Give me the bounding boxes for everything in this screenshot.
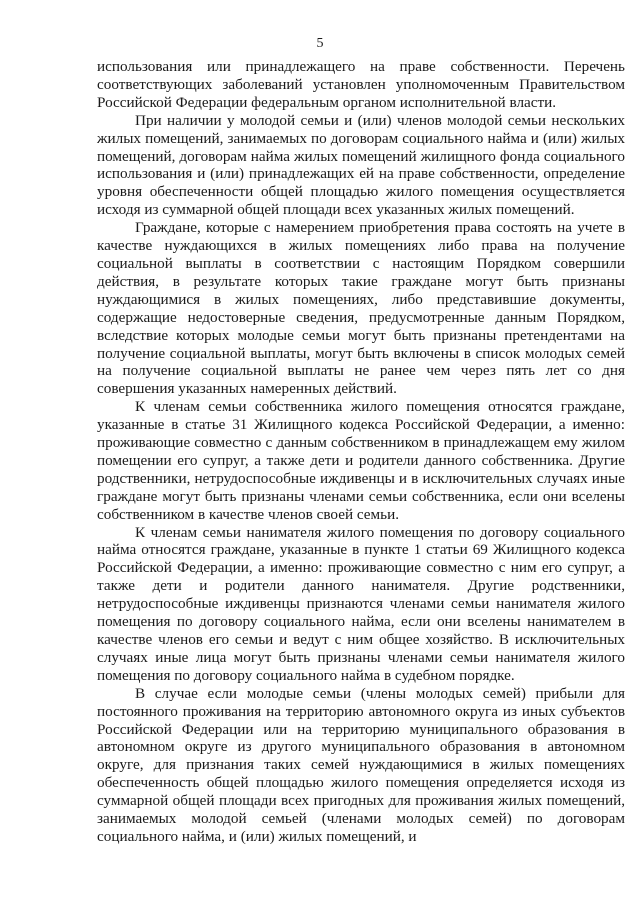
- paragraph-4: К членам семьи собственника жилого помещения относятся граждане, указанные в статье 31 Жилищного кодекса Российской Федерации, а именно: проживающие совместно с данным собственником в принадлежащем ему жилом помещении его супруг, а также дети и родители данного собственника. Другие родственники, нетрудоспособные иждивенцы и в исключительных случаях иные граждане могут быть признаны членами семьи собственника, если они вселены собственником в качестве членов своей семьи.: [97, 398, 625, 523]
- paragraph-3: Граждане, которые с намерением приобретения права состоять на учете в качестве нуждающихся в жилых помещениях либо права на получение социальной выплаты в соответствии с настоящим Порядком совершили действия, в результате которых такие граждане могут быть признаны нуждающимися в жилых помещениях, либо представившие документы, содержащие недостоверные сведения, предусмотренные данным Порядком, вследствие которых молодые семьи могут быть признаны претендентами на получение социальной выплаты, могут быть включены в список молодых семей на получение социальной выплаты не ранее чем через пять лет со дня совершения указанных намеренных действий.: [97, 219, 625, 398]
- paragraph-5: К членам семьи нанимателя жилого помещения по договору социального найма относятся граждане, указанные в пункте 1 статьи 69 Жилищного кодекса Российской Федерации, а именно: проживающие совместно с ним его супруг, а также дети и родители данного нанимателя. Другие родственники, нетрудоспособные иждивенцы признаются членами семьи нанимателя жилого помещения по договору социального найма, если они вселены нанимателем в качестве членов его семьи и ведут с ним общее хозяйство. В исключительных случаях иные лица могут быть признаны членами семьи нанимателя жилого помещения по договору социального найма в судебном порядке.: [97, 523, 625, 684]
- paragraph-2: При наличии у молодой семьи и (или) членов молодой семьи нескольких жилых помещений, занимаемых по договорам социального найма и (или) жилых помещений, договорам найма жилых помещений жилищного фонда социального использования и (или) принадлежащих ей на праве собственности, определение уровня обеспеченности общей площадью жилого помещения осуществляется исходя из суммарной общей площади всех указанных жилых помещений.: [97, 111, 625, 219]
- paragraph-1: использования или принадлежащего на праве собственности. Перечень соответствующих заболеваний установлен уполномоченным Правительством Российской Федерации федеральным органом исполнительной власти.: [97, 58, 625, 111]
- document-body: [97, 58, 625, 846]
- paragraph-6: В случае если молодые семьи (члены молодых семей) прибыли для постоянного проживания на территорию автономного округа из иных субъектов Российской Федерации или на территорию муниципального образования в автономном округе из другого муниципального образования в автономном округе, для признания таких семей нуждающимися в жилых помещениях обеспеченность общей площадью жилого помещения определяется исходя из суммарной общей площади всех пригодных для проживания жилых помещений, занимаемых молодой семьей (членами молодых семей) по договорам социального найма, и (или) жилых помещений, и: [97, 684, 625, 845]
- page-number: 5: [316, 36, 324, 51]
